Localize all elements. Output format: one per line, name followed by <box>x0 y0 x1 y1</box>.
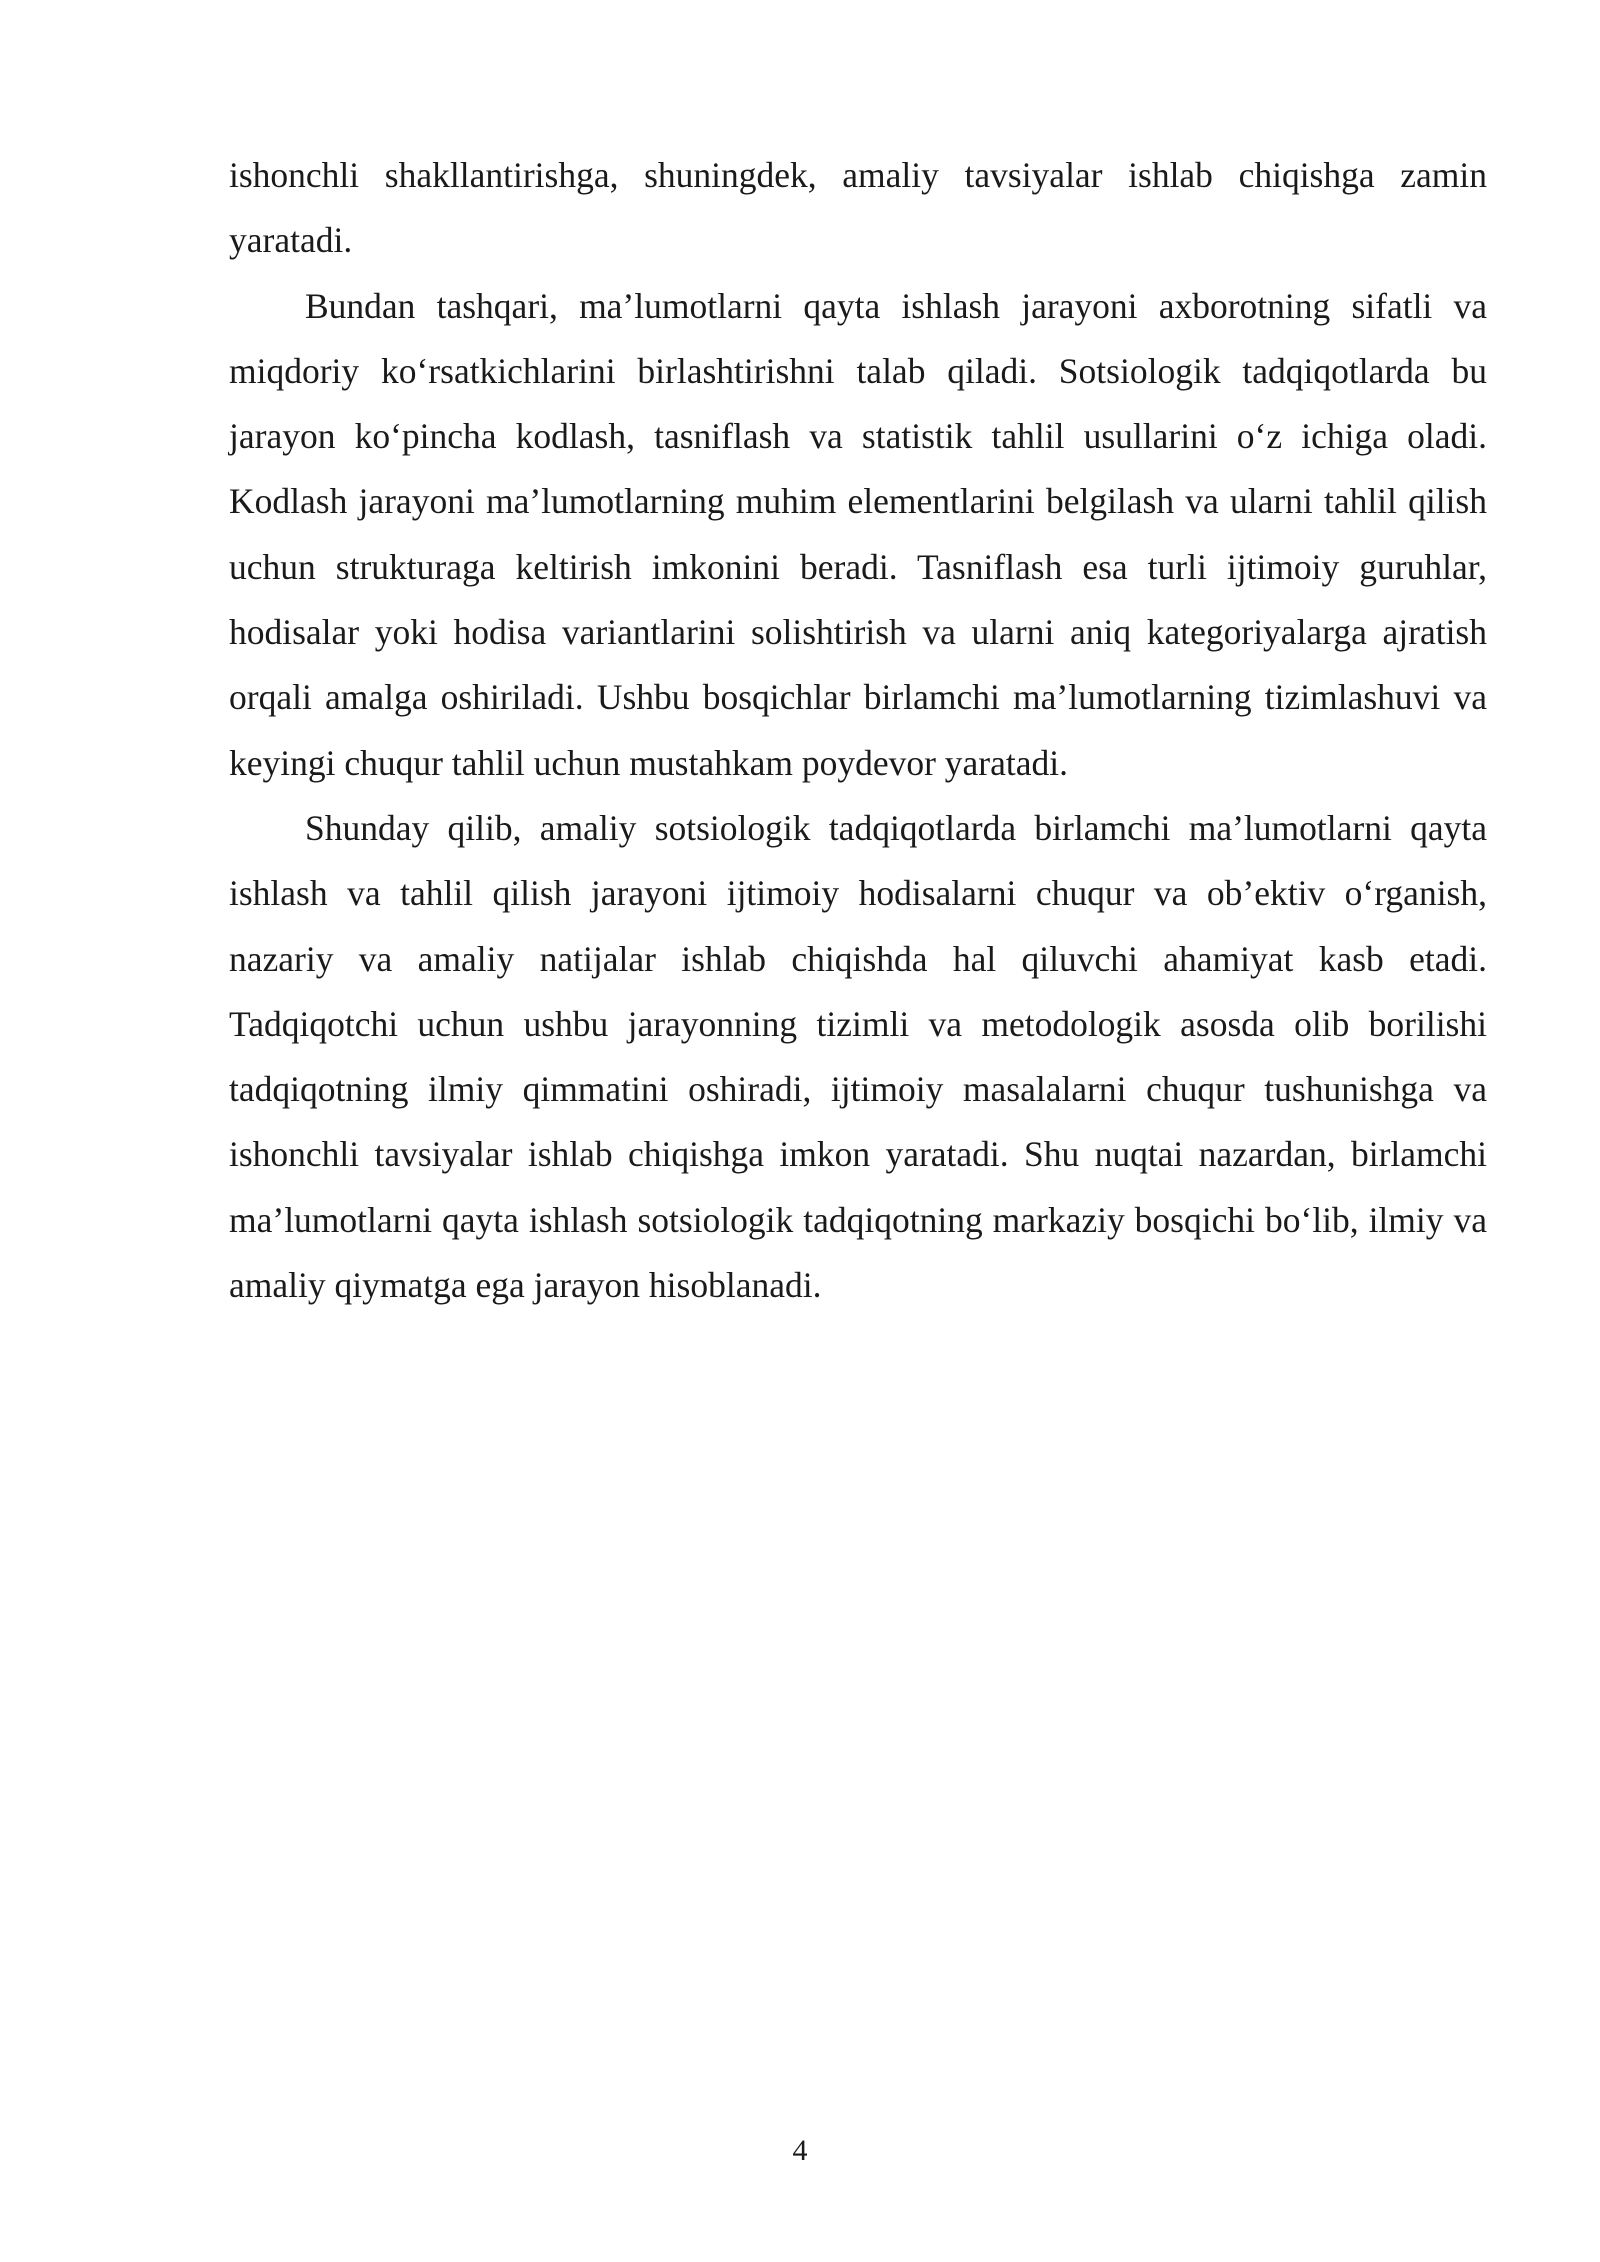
paragraph-continuation: ishonchli shakllantirishga, shuningdek, amaliy tavsiyalar ishlab chiqishga zamin yaratadi. <box>229 155 1487 261</box>
paragraph-conclusion: Shunday qilib, amaliy sotsiologik tadqiqotlarda birlamchi ma’lumotlarni qayta ishlash va tahlil qilish jarayoni ijtimoiy hodisalarni chuqur va ob’ektiv o‘rganish, nazariy va amaliy natijalar ishlab chiqishda hal qiluvchi ahamiyat kasb etadi. Tadqiqotchi uchun ushbu jarayonning tizimli va metodologik asosda olib borilishi tadqiqotning ilmiy qimmatini oshiradi, ijtimoiy masalalarni chuqur tushunishga va ishonchli tavsiyalar ishlab chiqishga imkon yaratadi. Shu nuqtai nazardan, birlamchi ma’lumotlarni qayta ishlash sotsiologik tadqiqotning markaziy bosqichi bo‘lib, ilmiy va amaliy qiymatga ega jarayon hisoblanadi. <box>229 807 1487 1306</box>
body-text <box>229 143 1487 1318</box>
paragraph-data-processing: Bundan tashqari, ma’lumotlarni qayta ishlash jarayoni axborotning sifatli va miqdoriy ko‘rsatkichlarini birlashtirishni talab qiladi. Sotsiologik tadqiqotlarda bu jarayon ko‘pincha kodlash, tasniflash va statistik tahlil usullarini o‘z ichiga oladi. Kodlash jarayoni ma’lumotlarning muhim elementlarini belgilash va ularni tahlil qilish uchun strukturaga keltirish imkonini beradi. Tasniflash esa turli ijtimoiy guruhlar, hodisalar yoki hodisa variantlarini solishtirish va ularni aniq kategoriyalarga ajratish orqali amalga oshiriladi. Ushbu bosqichlar birlamchi ma’lumotlarning tizimlashuvi va keyingi chuqur tahlil uchun mustahkam poydevor yaratadi. <box>229 285 1487 783</box>
page-number: 4 <box>792 2134 808 2167</box>
